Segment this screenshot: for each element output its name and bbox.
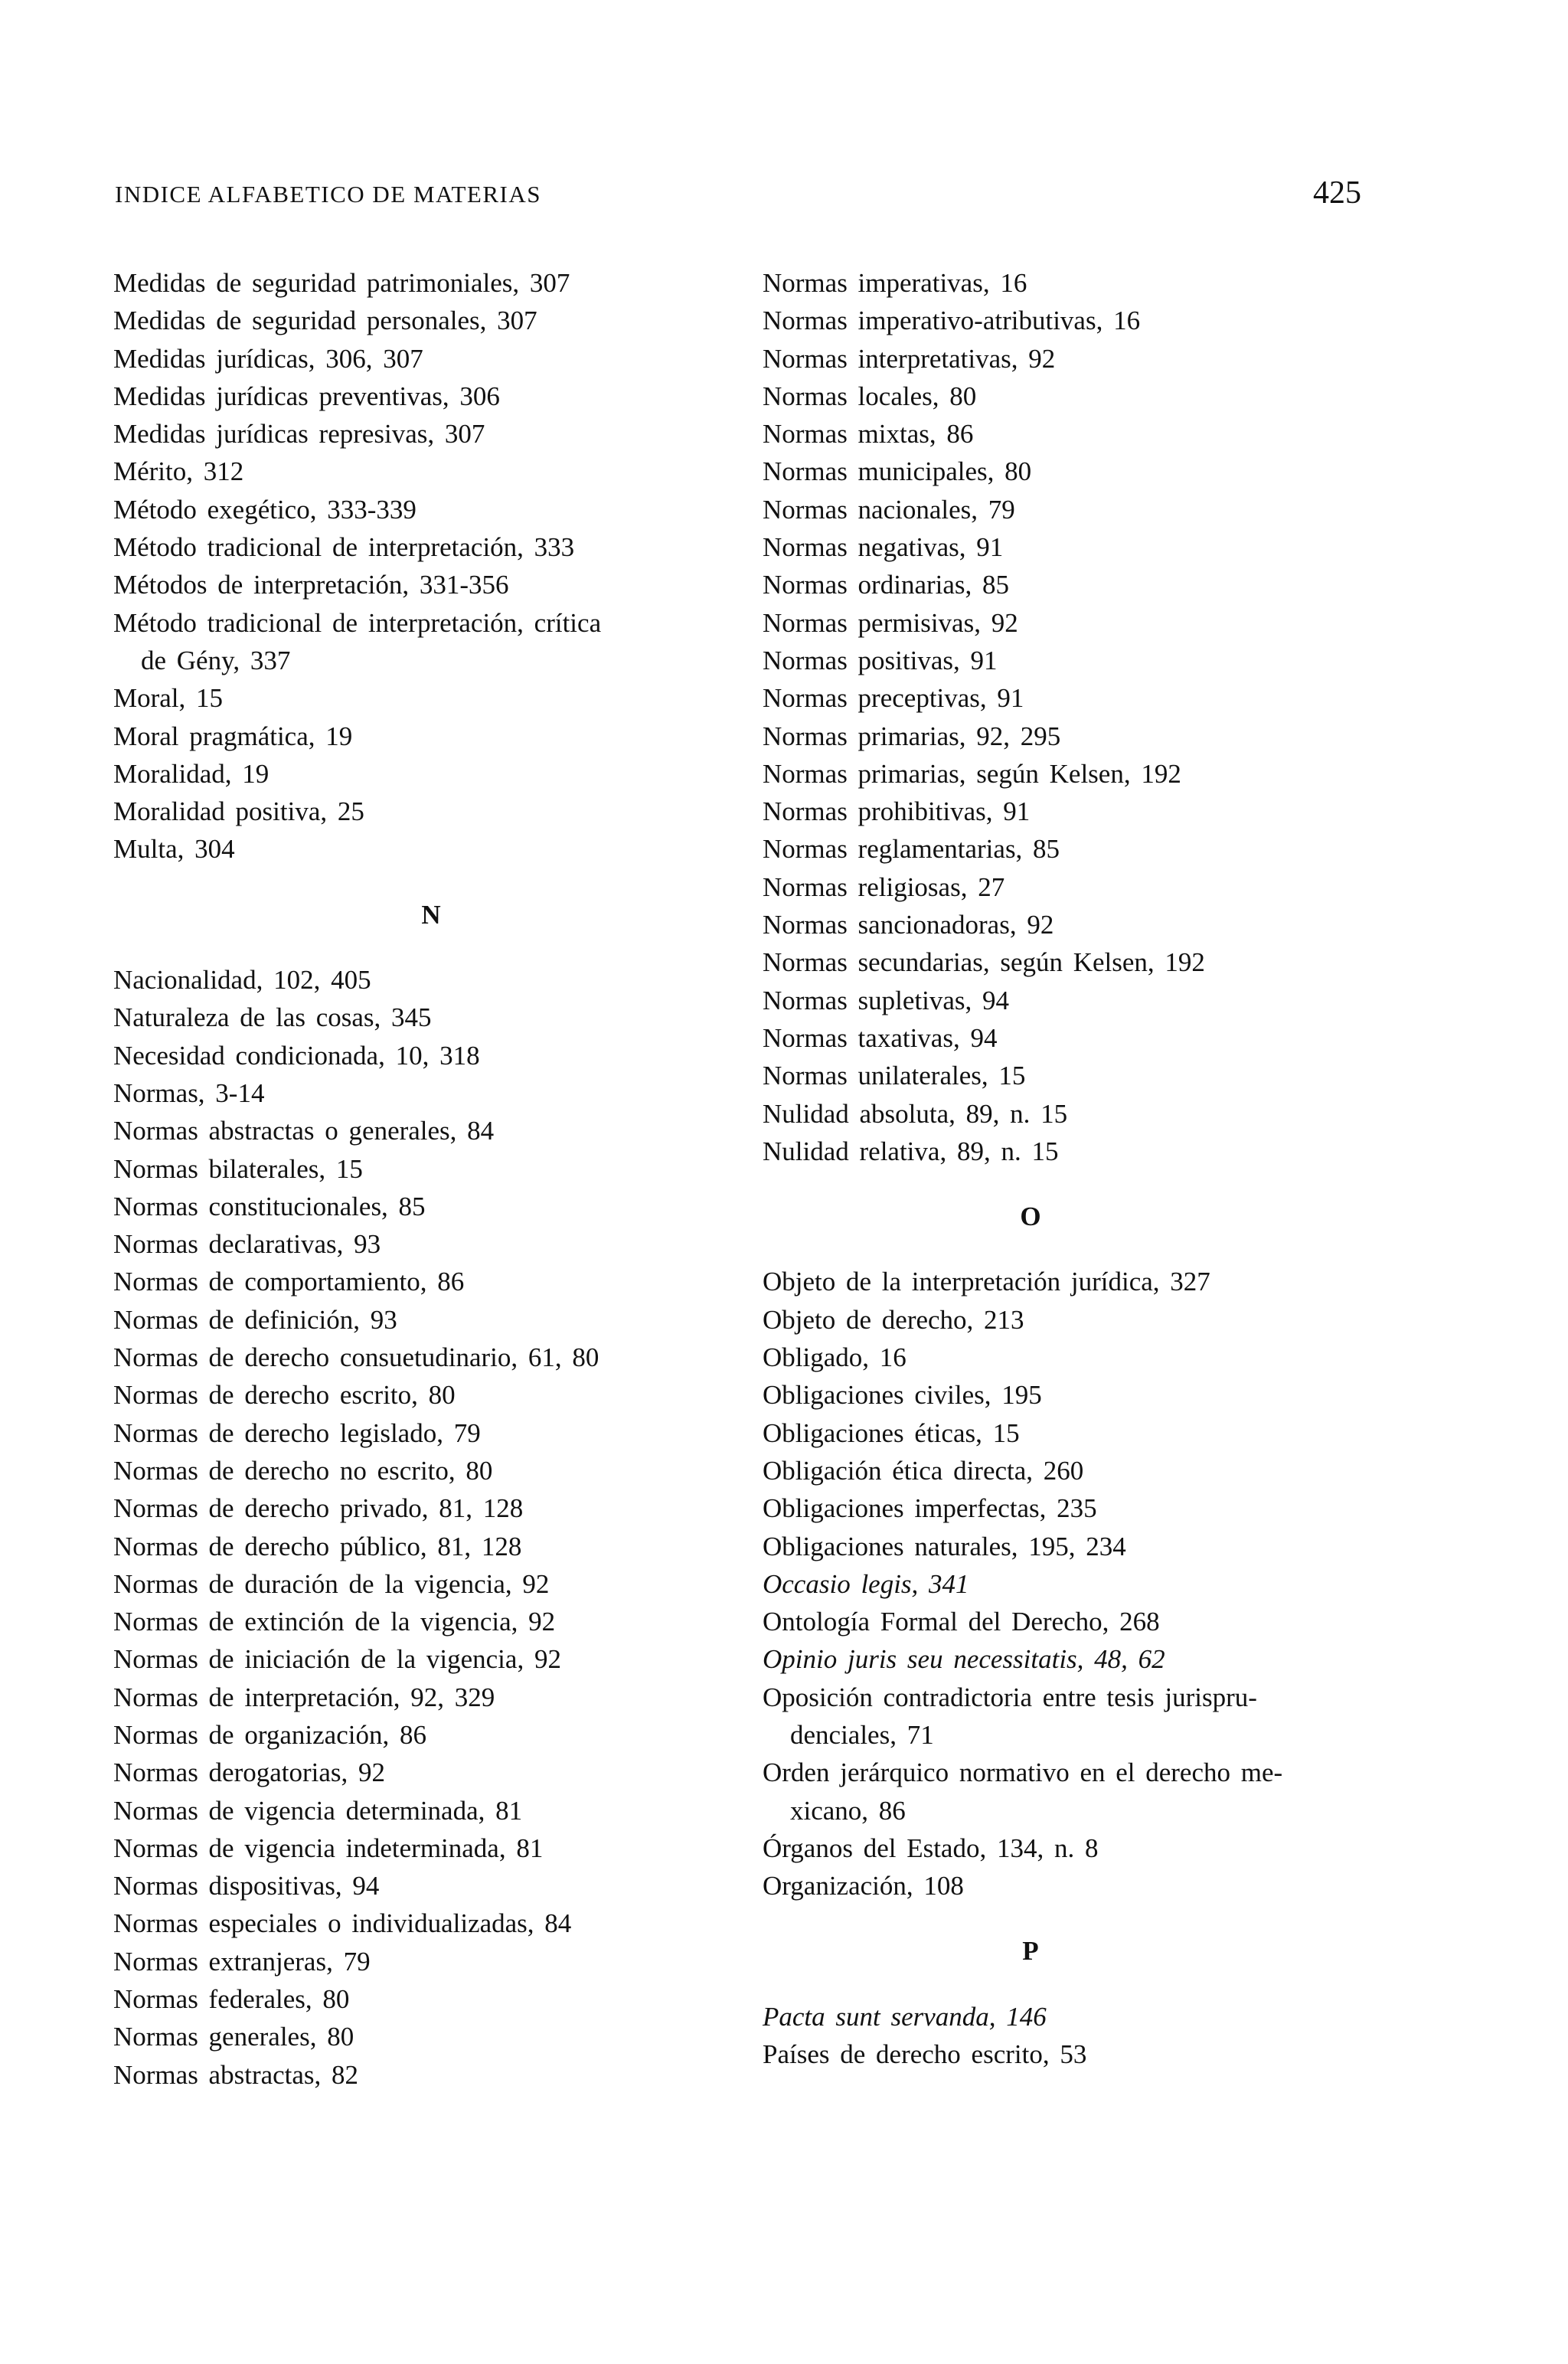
index-entry-latin: Opinio juris seu necessitatis, 48, 62 — [763, 1644, 1165, 1675]
index-entry: Moral pragmática, 19 — [113, 721, 353, 751]
index-column-left — [113, 264, 749, 2094]
section-letter-n: N — [421, 899, 441, 930]
index-entry: Obligaciones éticas, 15 — [763, 1417, 1020, 1448]
index-entry-continuation: denciales, 71 — [790, 1719, 934, 1750]
index-entry: Normas ordinarias, 85 — [763, 570, 1010, 600]
index-entry: Normas negativas, 91 — [763, 532, 1004, 563]
index-entry: Normas de derecho no escrito, 80 — [113, 1455, 493, 1486]
index-entry: Normas positivas, 91 — [763, 645, 998, 675]
index-entry: Normas constitucionales, 85 — [113, 1191, 426, 1221]
index-entry: Medidas de seguridad personales, 307 — [113, 306, 537, 336]
index-entry: Normas derogatorias, 92 — [113, 1757, 386, 1788]
index-entry: Normas prohibitivas, 91 — [763, 796, 1031, 827]
index-entry: Normas preceptivas, 91 — [763, 683, 1024, 714]
index-entry: Naturaleza de las cosas, 345 — [113, 1002, 432, 1033]
index-entry: Normas generales, 80 — [113, 2022, 354, 2052]
index-entry: Normas de organización, 86 — [113, 1719, 426, 1750]
index-entry: Normas de derecho escrito, 80 — [113, 1380, 456, 1411]
index-entry: Nulidad absoluta, 89, n. 15 — [763, 1098, 1068, 1129]
index-entry: Normas, 3-14 — [113, 1077, 265, 1108]
index-entry: Necesidad condicionada, 10, 318 — [113, 1040, 480, 1071]
index-entry: Moralidad positiva, 25 — [113, 796, 364, 827]
index-entry: Medidas jurídicas preventivas, 306 — [113, 381, 500, 411]
running-title: INDICE ALFABETICO DE MATERIAS — [115, 181, 541, 208]
index-entry: Normas nacionales, 79 — [763, 494, 1015, 525]
index-entry: Normas interpretativas, 92 — [763, 343, 1056, 374]
index-entry: Moralidad, 19 — [113, 758, 270, 789]
index-entry: Método tradicional de interpretación, crítica — [113, 607, 602, 638]
section-letter-p: P — [1022, 1936, 1039, 1967]
index-entry: Normas especiales o individualizadas, 84 — [113, 1908, 572, 1939]
index-entry: Normas sancionadoras, 92 — [763, 910, 1054, 940]
index-entry: Normas de derecho privado, 81, 128 — [113, 1493, 524, 1524]
index-entry: Normas supletivas, 94 — [763, 985, 1010, 1015]
index-entry: Método tradicional de interpretación, 333 — [113, 532, 575, 563]
index-entry: Normas mixtas, 86 — [763, 419, 974, 450]
index-entry: Ontología Formal del Derecho, 268 — [763, 1607, 1160, 1637]
index-column-right — [763, 264, 1375, 2073]
index-entry: Normas de iniciación de la vigencia, 92 — [113, 1644, 561, 1675]
index-entry: Normas permisivas, 92 — [763, 607, 1018, 638]
index-entry: Obligación ética directa, 260 — [763, 1455, 1084, 1486]
index-entry: Normas unilaterales, 15 — [763, 1061, 1026, 1091]
index-entry: Obligaciones imperfectas, 235 — [763, 1493, 1097, 1524]
index-entry: Normas de extinción de la vigencia, 92 — [113, 1607, 556, 1637]
index-entry: Normas locales, 80 — [763, 381, 977, 411]
index-entry: Normas de derecho público, 81, 128 — [113, 1531, 522, 1561]
index-entry: Nulidad relativa, 89, n. 15 — [763, 1136, 1059, 1166]
index-entry: Normas municipales, 80 — [763, 456, 1032, 487]
index-entry: Normas religiosas, 27 — [763, 871, 1005, 902]
index-entry: Moral, 15 — [113, 683, 224, 714]
index-entry: Normas de interpretación, 92, 329 — [113, 1682, 495, 1712]
index-entry: Métodos de interpretación, 331-356 — [113, 570, 509, 600]
index-entry: Normas de vigencia indeterminada, 81 — [113, 1833, 544, 1863]
index-entry: Normas primarias, 92, 295 — [763, 721, 1061, 751]
index-entry: Normas bilaterales, 15 — [113, 1153, 363, 1184]
index-entry-latin: Pacta sunt servanda, 146 — [763, 2001, 1047, 2032]
index-entry: Multa, 304 — [113, 834, 235, 865]
index-entry: Normas abstractas, 82 — [113, 2059, 359, 2090]
index-entry: Oposición contradictoria entre tesis jurispru- — [763, 1682, 1257, 1712]
index-entry: Objeto de la interpretación jurídica, 327 — [763, 1267, 1210, 1297]
index-entry: Normas de derecho legislado, 79 — [113, 1417, 481, 1448]
index-entry: Normas de comportamiento, 86 — [113, 1267, 465, 1297]
index-entry: Normas extranjeras, 79 — [113, 1946, 371, 1977]
index-entry-latin: Occasio legis, 341 — [763, 1568, 969, 1599]
index-entry: Obligado, 16 — [763, 1342, 906, 1373]
page-number: 425 — [1313, 175, 1361, 211]
index-entry: Medidas de seguridad patrimoniales, 307 — [113, 268, 570, 298]
running-header — [115, 175, 1361, 213]
index-entry: Normas de derecho consuetudinario, 61, 80 — [113, 1342, 599, 1373]
index-entry: Método exegético, 333-339 — [113, 494, 416, 525]
index-entry: Normas federales, 80 — [113, 1984, 350, 2015]
index-entry: Medidas jurídicas, 306, 307 — [113, 343, 423, 374]
index-entry: Mérito, 312 — [113, 456, 244, 487]
index-entry: Normas de definición, 93 — [113, 1304, 397, 1335]
index-entry: Medidas jurídicas represivas, 307 — [113, 419, 485, 450]
index-entry-continuation: xicano, 86 — [790, 1795, 906, 1826]
index-entry: Obligaciones civiles, 195 — [763, 1380, 1042, 1411]
index-entry: Normas abstractas o generales, 84 — [113, 1116, 495, 1146]
index-entry: Objeto de derecho, 213 — [763, 1304, 1024, 1335]
index-entry: Normas imperativas, 16 — [763, 268, 1027, 298]
index-entry: Normas primarias, según Kelsen, 192 — [763, 758, 1181, 789]
index-entry: Obligaciones naturales, 195, 234 — [763, 1531, 1126, 1561]
index-entry: Organización, 108 — [763, 1871, 964, 1901]
index-entry: Normas de vigencia determinada, 81 — [113, 1795, 523, 1826]
index-entry: Órganos del Estado, 134, n. 8 — [763, 1833, 1099, 1863]
index-entry: Países de derecho escrito, 53 — [763, 2039, 1087, 2070]
index-entry: Normas reglamentarias, 85 — [763, 834, 1060, 865]
index-entry: Normas de duración de la vigencia, 92 — [113, 1568, 550, 1599]
index-entry: Orden jerárquico normativo en el derecho me- — [763, 1757, 1283, 1788]
index-entry: Normas secundarias, según Kelsen, 192 — [763, 947, 1205, 978]
index-entry: Normas dispositivas, 94 — [113, 1871, 380, 1901]
section-letter-o: O — [1020, 1202, 1041, 1232]
index-entry: Normas imperativo-atributivas, 16 — [763, 306, 1141, 336]
index-entry: Nacionalidad, 102, 405 — [113, 965, 371, 996]
index-entry: Normas declarativas, 93 — [113, 1229, 381, 1260]
index-entry-continuation: de Gény, 337 — [141, 645, 291, 675]
index-entry: Normas taxativas, 94 — [763, 1022, 998, 1053]
